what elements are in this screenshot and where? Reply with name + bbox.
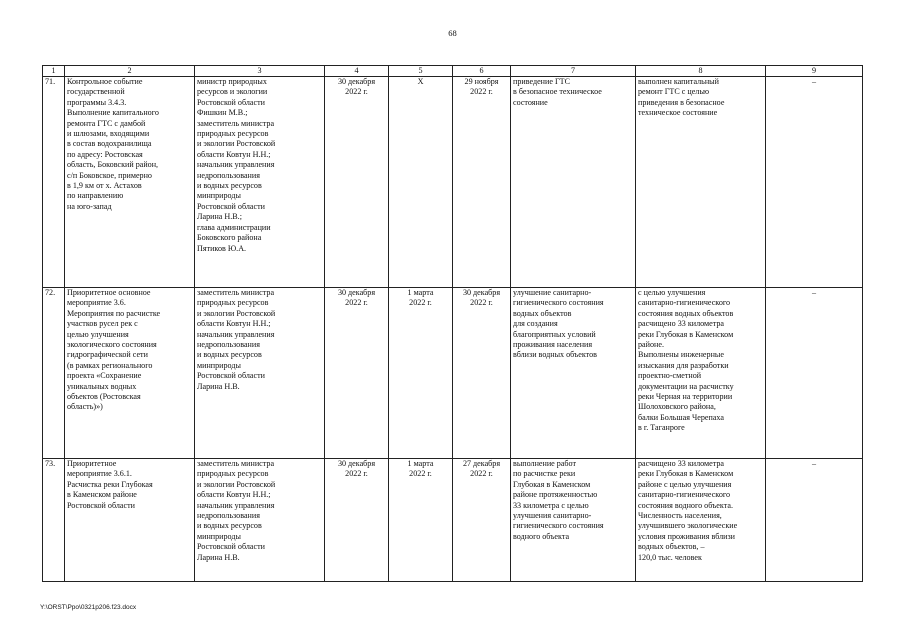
event-cell: Приоритетное мероприятие 3.6.1. Расчистка реки Глубокая в Каменском районе Ростовской области xyxy=(65,459,195,582)
row-number: 71. xyxy=(43,77,65,288)
responsible-cell: министр природных ресурсов и экологии Ростовской области Фишкин М.В.; заместитель министра природных ресурсов и экологии Ростовской области Ковтун Н.Н.; начальник управления недропользования и водных ресурсов минприроды Ростовской области Ларина Н.В.; глава администрации Боковского района Пятиков Ю.А. xyxy=(195,77,325,288)
header-cell: 1 xyxy=(43,66,65,77)
planned-date-cell: 30 декабря 2022 г. xyxy=(325,77,389,288)
note-cell: – xyxy=(766,459,863,582)
actual-result-cell: с целью улучшения санитарно-гигиенического состояния водных объектов расчищено 33 километра реки Глубокая в Каменском районе. Выполнены инженерные изыскания для разработки проектно-сметной документации на расчистку реки Черная на территории Шолоховского района, балки Большая Черепаха в г. Таганроге xyxy=(636,288,766,459)
page-number: 68 xyxy=(448,28,457,38)
end-date-cell: 30 декабря 2022 г. xyxy=(453,288,511,459)
header-cell: 7 xyxy=(511,66,636,77)
planned-date-cell: 30 декабря 2022 г. xyxy=(325,288,389,459)
start-date-cell: Х xyxy=(389,77,453,288)
header-cell: 8 xyxy=(636,66,766,77)
expected-result-cell: улучшение санитарно- гигиенического состояния водных объектов для создания благоприятных условий проживания населения вблизи водных объектов xyxy=(511,288,636,459)
header-cell: 3 xyxy=(195,66,325,77)
start-date-cell: 1 марта 2022 г. xyxy=(389,459,453,582)
header-cell: 2 xyxy=(65,66,195,77)
event-cell: Контрольное событие государственной программы 3.4.3. Выполнение капитального ремонта ГТС с дамбой и шлюзами, входящими в состав водохранилища по адресу: Ростовская область, Боковский район, с/п Боковское, примерно в 1,9 км от х. Астахов по направлению на юго-запад xyxy=(65,77,195,288)
note-cell: – xyxy=(766,288,863,459)
footer-file-path: Y:\ORST\Ppo\0321p206.f23.docx xyxy=(40,604,137,611)
planned-date-cell: 30 декабря 2022 г. xyxy=(325,459,389,582)
end-date-cell: 27 декабря 2022 г. xyxy=(453,459,511,582)
table-row xyxy=(43,459,863,582)
row-number: 72. xyxy=(43,288,65,459)
event-cell: Приоритетное основное мероприятие 3.6. Мероприятия по расчистке участков русел рек с целью улучшения экологического состояния гидрографической сети (в рамках регионального проекта «Сохранение уникальных водных объектов (Ростовская область)») xyxy=(65,288,195,459)
actual-result-cell: выполнен капитальный ремонт ГТС с целью приведения в безопасное техническое состояние xyxy=(636,77,766,288)
report-table xyxy=(42,65,863,582)
start-date-cell: 1 марта 2022 г. xyxy=(389,288,453,459)
header-row xyxy=(43,66,863,77)
responsible-cell: заместитель министра природных ресурсов и экологии Ростовской области Ковтун Н.Н.; начальник управления недропользования и водных ресурсов минприроды Ростовской области Ларина Н.В. xyxy=(195,459,325,582)
table-row xyxy=(43,288,863,459)
table-row xyxy=(43,77,863,288)
end-date-cell: 29 ноября 2022 г. xyxy=(453,77,511,288)
header-cell: 9 xyxy=(766,66,863,77)
header-cell: 4 xyxy=(325,66,389,77)
note-cell: – xyxy=(766,77,863,288)
expected-result-cell: приведение ГТС в безопасное техническое состояние xyxy=(511,77,636,288)
header-cell: 5 xyxy=(389,66,453,77)
row-number: 73. xyxy=(43,459,65,582)
responsible-cell: заместитель министра природных ресурсов и экологии Ростовской области Ковтун Н.Н.; начальник управления недропользования и водных ресурсов минприроды Ростовской области Ларина Н.В. xyxy=(195,288,325,459)
expected-result-cell: выполнение работ по расчистке реки Глубокая в Каменском районе протяженностью 33 километра с целью улучшения санитарно- гигиенического состояния водного объекта xyxy=(511,459,636,582)
actual-result-cell: расчищено 33 километра реки Глубокая в Каменском районе с целью улучшения санитарно-гигиенического состояния водного объекта. Численность населения, улучшившего экологические условия проживания вблизи водных объектов, – 120,0 тыс. человек xyxy=(636,459,766,582)
header-cell: 6 xyxy=(453,66,511,77)
